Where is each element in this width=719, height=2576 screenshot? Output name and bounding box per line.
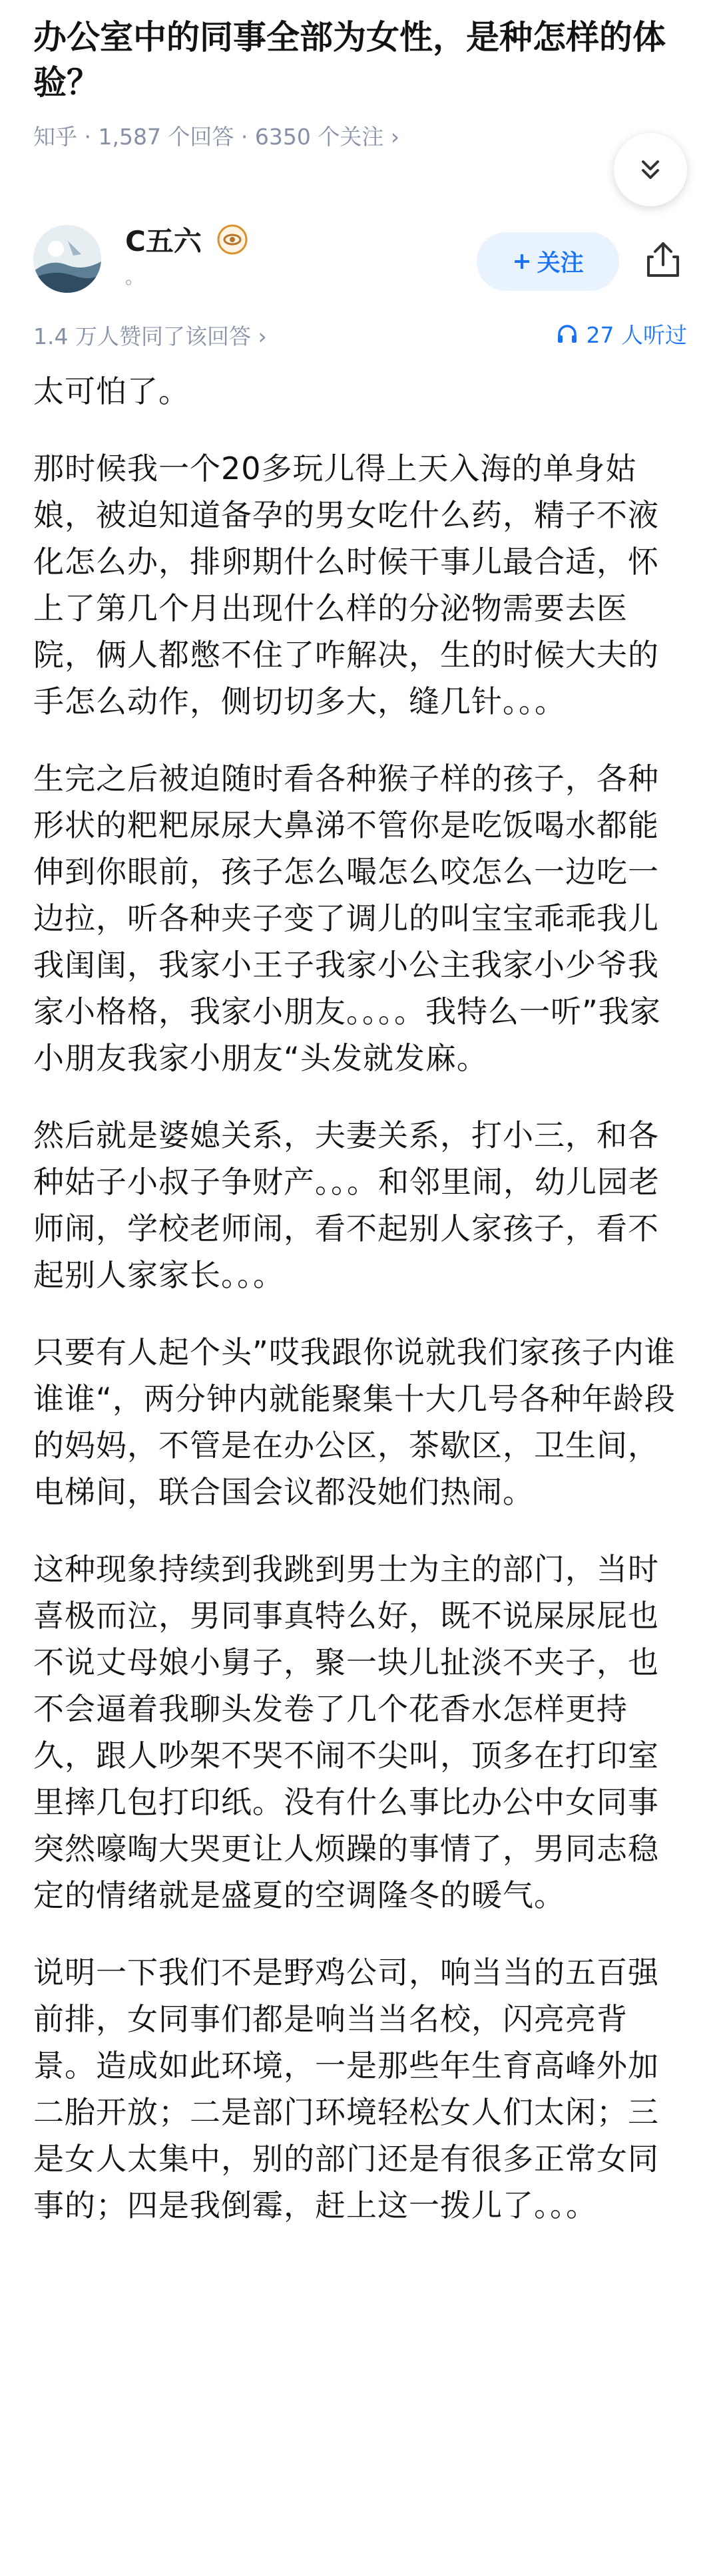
listen-count[interactable] — [556, 318, 687, 349]
share-icon[interactable] — [642, 238, 684, 281]
answer-paragraph: 只要有人起个头”哎我跟你说就我们家孩子内谁谁谁“，两分钟内就能聚集十大几号各种年龄段的妈妈，不管是在办公区，茶歇区，卫生间，电梯间，联合国会议都没她们热闹。 — [33, 1334, 676, 1510]
plus-icon: + — [512, 248, 532, 275]
question-meta[interactable]: 知乎 · 1,587 个回答 · 6350 个关注 › — [33, 124, 400, 150]
answer-paragraph: 这种现象持续到我跳到男士为主的部门，当时喜极而泣，男同事真特么好，既不说屎尿屁也不说丈母娘小舅子，聚一块儿扯淡不夹子，也不会逼着我聊头发卷了几个花香水怎样更持久，跟人吵架不哭不闹不尖叫，顶多在打印室里摔几包打印纸。没有什么事比办公中女同事突然嚎啕大哭更让人烦躁的事情了，男同志稳定的情绪就是盛夏的空调隆冬的暖气。 — [33, 1551, 659, 1913]
double-chevron-down-icon — [637, 156, 664, 183]
vote-count[interactable]: 1.4 万人赞同了该回答 › — [33, 323, 267, 349]
answer-content — [33, 368, 689, 2259]
answer-paragraph: 太可怕了。 — [33, 373, 190, 409]
headphones-icon — [556, 323, 579, 345]
author-name[interactable]: C五六 — [125, 225, 202, 258]
badge-icon — [216, 224, 248, 256]
listen-text: 27 人听过 — [586, 322, 687, 348]
question-title[interactable]: 办公室中的同事全部为女性，是种怎样的体验？ — [33, 18, 666, 102]
answer-paragraph: 那时候我一个20多玩儿得上天入海的单身姑娘，被迫知道备孕的男女吃什么药，精子不液化怎么办，排卵期什么时候干事儿最合适，怀上了第几个月出现什么样的分泌物需要去医院，俩人都憋不住了咋解决，生的时候大夫的手怎么动作，侧切切多大，缝几针。。。 — [33, 451, 659, 719]
avatar[interactable] — [33, 225, 101, 293]
collapse-button[interactable] — [614, 133, 687, 206]
author-bio: 。 — [125, 266, 144, 288]
answer-paragraph: 说明一下我们不是野鸡公司，响当当的五百强前排，女同事们都是响当当名校，闪亮亮背景。造成如此环境，一是那些年生育高峰外加二胎开放；二是部门环境轻松女人们太闲；三是女人太集中，别的部门还是有很多正常女同事的；四是我倒霉，赶上这一拨儿了。。。 — [33, 1954, 659, 2223]
answer-paragraph: 然后就是婆媳关系，夫妻关系，打小三，和各种姑子小叔子争财产。。。和邻里闹，幼儿园老师闹，学校老师闹，看不起别人家孩子，看不起别人家家长。。。 — [33, 1117, 660, 1293]
follow-button[interactable] — [477, 232, 619, 291]
answer-paragraph: 生完之后被迫随时看各种猴子样的孩子，各种形状的粑粑尿尿大鼻涕不管你是吃饭喝水都能伸到你眼前，孩子怎么嘬怎么咬怎么一边吃一边拉，听各种夹子变了调儿的叫宝宝乖乖我儿我闺闺，我家小王子我家小公主我家小少爷我家小格格，我家小朋友。。。。我特么一听”我家小朋友我家小朋友“头发就发麻。 — [33, 761, 661, 1076]
follow-label: 关注 — [537, 250, 584, 277]
